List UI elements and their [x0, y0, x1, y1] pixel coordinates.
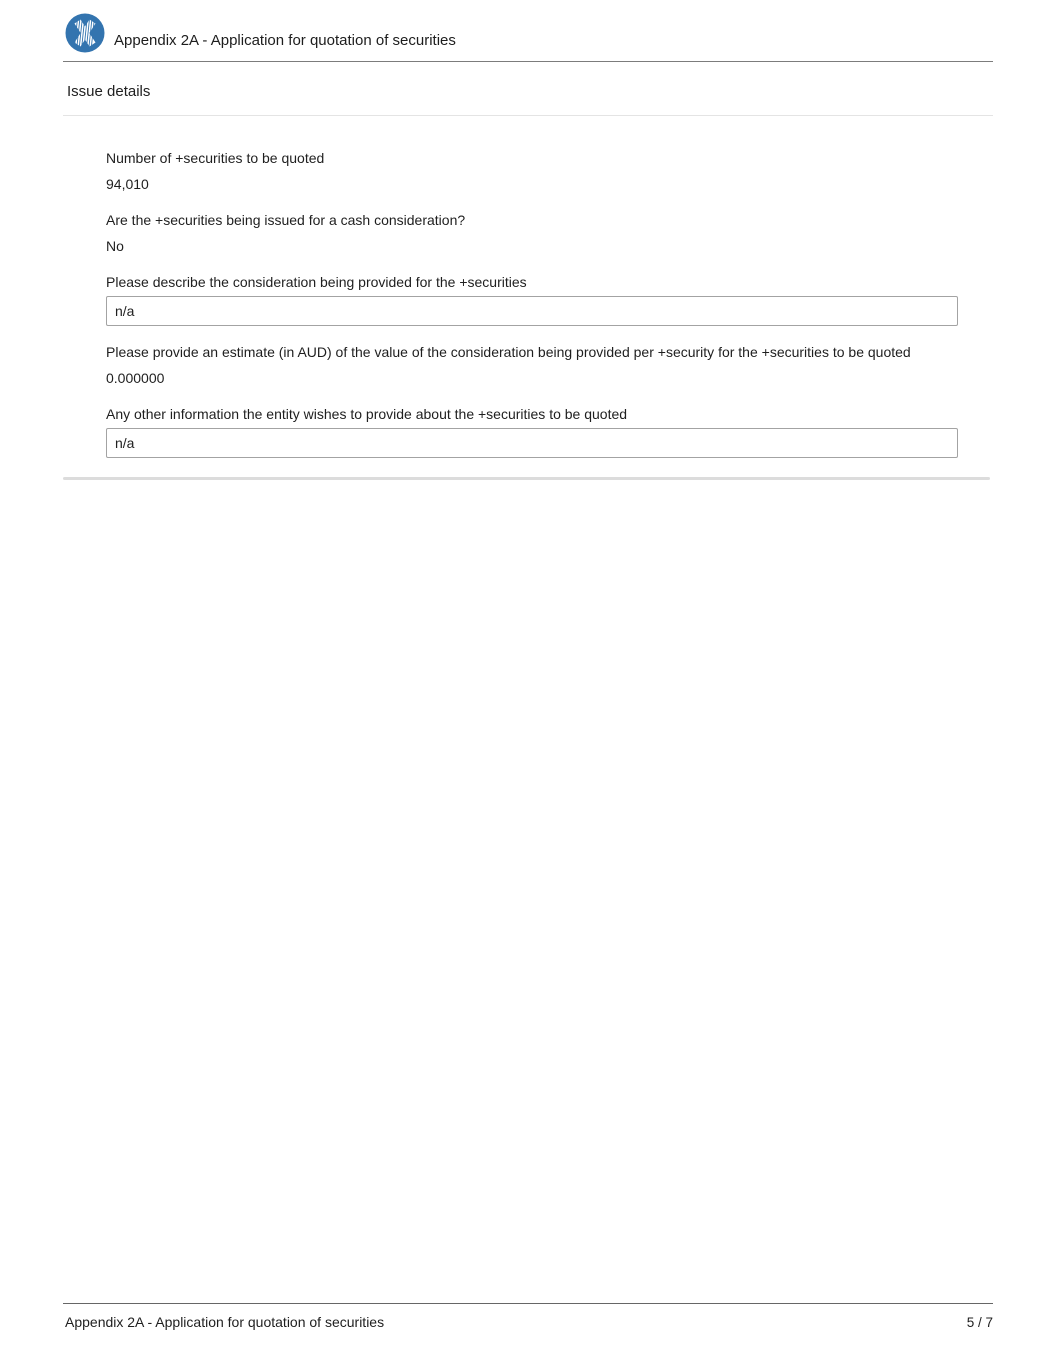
field-label: Please describe the consideration being provided for the +securities: [106, 274, 527, 290]
footer-title: Appendix 2A - Application for quotation of securities: [65, 1314, 385, 1330]
asx-logo-icon: [65, 13, 105, 53]
field-label: Are the +securities being issued for a cash consideration?: [106, 212, 466, 228]
section-divider: [63, 477, 990, 480]
section-heading-issue-details: Issue details: [63, 62, 993, 116]
page-indicator: 5 / 7: [966, 1315, 993, 1330]
field-describe-consideration: [106, 273, 958, 326]
other-information-input[interactable]: [106, 428, 958, 458]
page-footer: [63, 1303, 993, 1330]
field-label: Number of +securities to be quoted: [106, 150, 325, 166]
page-title: Appendix 2A - Application for quotation of securities: [114, 32, 456, 49]
page-header: [63, 0, 993, 62]
describe-consideration-input[interactable]: [106, 296, 958, 326]
field-value: No: [106, 238, 124, 254]
issue-details-form: [106, 149, 958, 458]
field-number-of-securities: [106, 149, 958, 194]
field-value: 0.000000: [106, 370, 165, 386]
field-cash-consideration: [106, 211, 958, 256]
field-value: 94,010: [106, 176, 149, 192]
field-estimate-value: [106, 343, 958, 388]
field-other-information: [106, 405, 958, 458]
field-label: Please provide an estimate (in AUD) of the value of the consideration being provided per +security for the +securities to be quoted: [106, 344, 911, 360]
field-label: Any other information the entity wishes to provide about the +securities to be quoted: [106, 406, 628, 422]
